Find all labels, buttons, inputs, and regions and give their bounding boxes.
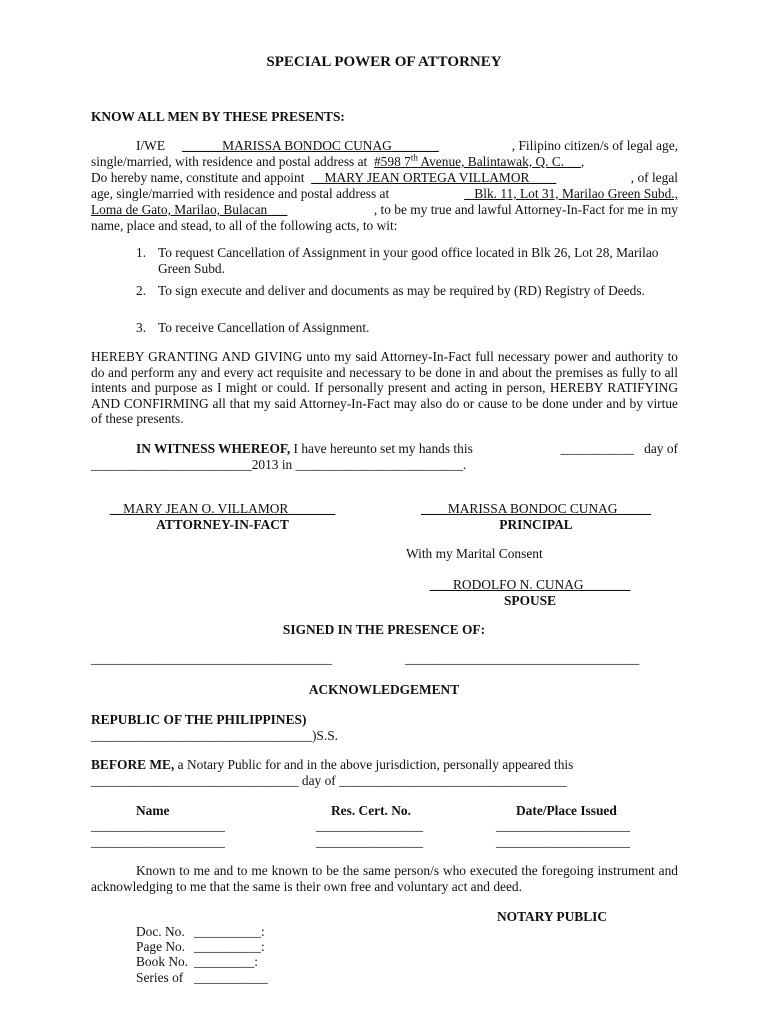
document-title: SPECIAL POWER OF ATTORNEY: [266, 54, 502, 70]
table-row: ____________________: [496, 834, 630, 849]
para1-line3: Do hereby name, constitute and appoint __MARY JEAN ORTEGA VILLAMOR____ , of legal: [91, 170, 678, 185]
agent-address-field-line2: Loma de Gato, Marilao, Bulacan __: [91, 202, 288, 217]
witness-blank-2: ___________________________________: [405, 651, 640, 666]
spouse-signature-line: ___ RODOLFO N. CUNAG_______: [429, 577, 631, 592]
before-me-line1: BEFORE ME, a Notary Public for and in the above jurisdiction, personally appeared this: [91, 757, 574, 772]
principal-address-field: #598 7th Avenue, Balintawak, Q. C. __: [373, 152, 581, 169]
ss-line: _________________________________)S.S.: [91, 728, 338, 743]
agent-name-field: MARY JEAN ORTEGA VILLAMOR: [324, 170, 530, 185]
iwe-label: I/WE: [136, 138, 165, 153]
marital-consent: With my Marital Consent: [406, 546, 543, 561]
page-no-field: Page No. __________:: [136, 939, 265, 954]
para1-line2: single/married, with residence and postal address at #598 7th Avenue, Balintawak, Q. C. __,: [91, 152, 585, 169]
agent-address-field-line1: _ Blk. 11, Lot 31, Marilao Green Subd.,: [464, 186, 678, 201]
notary-public-label: NOTARY PUBLIC: [497, 909, 608, 924]
before-me-line2: _______________________________ day of __________________________________: [91, 773, 567, 788]
principal-signature: [405, 501, 667, 532]
document-page: SPECIAL POWER OF ATTORNEY KNOW ALL MEN BY THESE PRESENTS: I/WE ______MARISSA BONDOC CUNAG_______ , Filipino citizen/s of legal age, single/married, with residence and postal address at #598 7th Avenue, Balintawak, Q. C. __, Do hereby name, constitute and appoint __MARY JEAN ORTEGA VILLAMOR____ , of legal age, single/married with residence and postal address at _ Blk. 11, Lot 31, Marilao Green Subd., Loma de Gato, Marilao, Bulacan __ , to be my true and lawful Attorney-In-Fact for me in my name, place and stead, to all of the following acts, to wit: 1. To request Cancellation of Assignment in your good office located in Blk 26, Lot 28, Marilao Green Subd. 2. To sign execute and deliver and documents as may be required by (RD) Registry of Deeds. 3. To receive Cancellation of Assignment. HEREBY GRANTING AND GIVING unto my said Attorney-In-Fact full necessary power and authority to do and perform any and every act requisite and necessary to be done in and about the premises as fully to all intents and purpose as I might or could. If personally present and acting in person, HEREBY RATIFYING AND CONFIRMING all that my said Attorney-In-Fact may also do or cause to be done under and by virtue of these presents. IN WITNESS WHEREOF, I have hereunto set my hands this ___________ day of ________________________2013 in _________________________. __MARY JEAN O. VILLAMOR_______ ATTORNEY-IN-FACT ____MARISSA BONDOC CUNAG_____ PRINCIPAL With my Marital Consent ___ RODOLFO N. CUNAG_______ SPOUSE SIGNED IN THE PRESENCE OF: ____________________________________ ___________________________________ ACKNOWLEDGEMENT REPUBLIC OF THE PHILIPPINES) _________________________________)S.S. BEFORE ME, a Notary Public for and in the above jurisdiction, personally appeared this _______________________________ day of __________________________________ Name Res. Cert. No. Date/Place Issued ____________________ ________________ ____________________ ____________________ ________________ ____________________ Known to me and to me known to be the same person/s who executed the foregoing instrument and acknowledging to me that the same is their own free and voluntary act and deed. NOTARY PUBLIC Doc. No. __________: Page No. __________: Book No. _________: Series of ___________: [0, 0, 768, 1024]
attorney-signature: [91, 501, 354, 532]
attorney-signature-line: __MARY JEAN O. VILLAMOR_______: [109, 501, 336, 516]
witness-blank-1: ____________________________________: [91, 651, 333, 666]
presence-heading: SIGNED IN THE PRESENCE OF:: [282, 622, 486, 637]
known-paragraph: Known to me and to me known to be the same person/s who executed the foregoing instrument and acknowledging to me that the same is their own free and voluntary act and deed.: [91, 863, 678, 894]
witness-line1: IN WITNESS WHEREOF, I have hereunto set my hands this ___________ day of: [136, 441, 678, 456]
para1-line1: I/WE ______MARISSA BONDOC CUNAG_______ , Filipino citizen/s of legal age,: [136, 138, 678, 153]
republic-line: REPUBLIC OF THE PHILIPPINES): [91, 712, 307, 727]
table-row: ____________________: [91, 834, 225, 849]
spouse-role: SPOUSE: [503, 592, 557, 608]
table-header-res-cert: Res. Cert. No.: [331, 803, 411, 818]
witness-line2: ________________________2013 in _________________________.: [91, 457, 467, 472]
acknowledgement-heading: ACKNOWLEDGEMENT: [308, 682, 460, 697]
table-row: ____________________: [91, 818, 225, 833]
para1-line5: Loma de Gato, Marilao, Bulacan __ , to be my true and lawful Attorney-In-Fact for me in my: [91, 202, 678, 217]
table-row: ________________: [316, 818, 424, 833]
spouse-signature: [405, 577, 655, 608]
granting-paragraph: HEREBY GRANTING AND GIVING unto my said Attorney-In-Fact full necessary power and authority to do and perform any and every act requisite and necessary to be done in and about the premises as fully to all intents and purpose as I might or could. If personally present and acting in person, HEREBY RATIFYING AND CONFIRMING all that my said Attorney-In-Fact may also do or cause to be done under and by virtue of these presents.: [91, 349, 678, 427]
para1-line4: age, single/married with residence and postal address at _ Blk. 11, Lot 31, Marilao Green Subd.,: [91, 186, 678, 201]
principal-role: PRINCIPAL: [499, 516, 573, 532]
book-no-field: Book No. _________:: [136, 954, 258, 969]
table-header-date-place: Date/Place Issued: [516, 803, 617, 818]
series-of-field: Series of ___________: [136, 970, 268, 985]
principal-signature-line: ____MARISSA BONDOC CUNAG_____: [421, 501, 651, 516]
attorney-role: ATTORNEY-IN-FACT: [156, 516, 289, 532]
table-row: ________________: [316, 834, 424, 849]
table-row: ____________________: [496, 818, 630, 833]
para1-line6: name, place and stead, to all of the following acts, to wit:: [91, 218, 398, 233]
table-header-name: Name: [136, 803, 170, 818]
doc-no-field: Doc. No. __________:: [136, 924, 265, 939]
principal-name-field: MARISSA BONDOC CUNAG: [222, 138, 392, 153]
know-all-heading: KNOW ALL MEN BY THESE PRESENTS:: [91, 109, 345, 124]
